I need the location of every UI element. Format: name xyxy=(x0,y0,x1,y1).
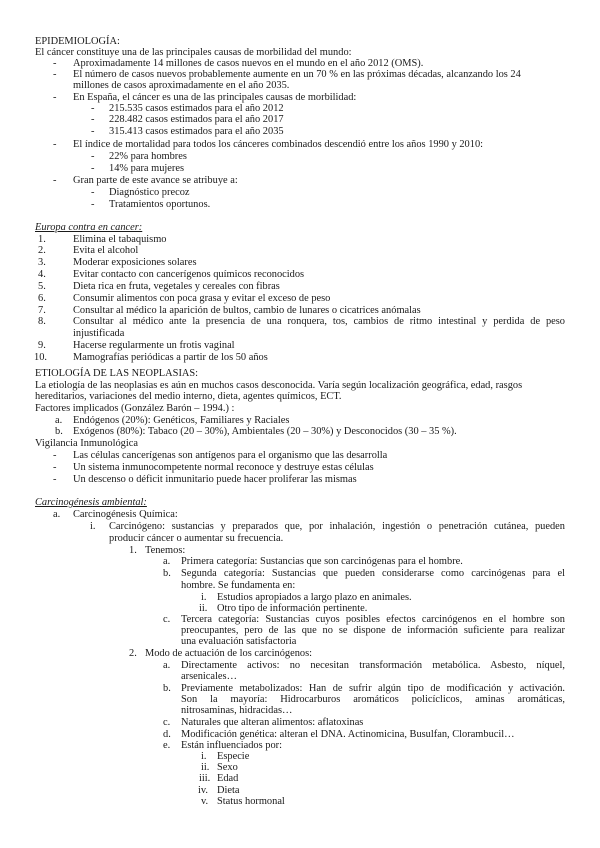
list-letter: c. xyxy=(163,717,171,728)
list-letter: d. xyxy=(163,729,171,740)
tenemos-label: Tenemos: xyxy=(145,545,186,556)
list-number: 1. xyxy=(38,234,46,245)
list-roman: iv. xyxy=(198,785,209,796)
epidemiologia-heading: EPIDEMIOLOGÍA: xyxy=(35,36,120,47)
list-letter: a. xyxy=(163,660,171,671)
list-letter: b. xyxy=(55,426,63,437)
list-number: 10. xyxy=(34,352,47,363)
etiologia-paragraph: hereditarios, variaciones del medio interno, dieta, agentes químicos, ECT. xyxy=(35,391,342,402)
list-roman: i. xyxy=(201,751,207,762)
carcinogenesis-heading: Carcinogénesis ambiental: xyxy=(35,497,147,508)
dash-bullet: - xyxy=(91,187,95,198)
epi-subitem: 315.413 casos estimados para el año 2035 xyxy=(109,126,284,137)
list-number: 8. xyxy=(38,316,46,327)
europa-item: Consultar al médico la aparición de bultos, cambio de lunares o cicatrices anómalas xyxy=(73,305,421,316)
europa-item: Consultar al médico ante la presencia de una ronquera, tos, cambios de ritmo intestinal y perdida de peso xyxy=(73,316,565,327)
list-roman: ii. xyxy=(201,762,210,773)
carcinogeno-definition: Carcinógeno: sustancias y preparados que, por inhalación, ingestión o penetración cutánea, pueden xyxy=(109,521,565,532)
dash-bullet: - xyxy=(91,199,95,210)
list-letter: a. xyxy=(55,415,63,426)
categoria-item: Segunda categoría: Sustancias que pueden considerarse como carcinógenas para el xyxy=(181,568,565,579)
epidemiologia-intro: El cáncer constituye una de las principales causas de morbilidad del mundo: xyxy=(35,47,352,58)
modo-item: Previamente metabolizados: Han de sufrir algún tipo de modificación y activación. xyxy=(181,683,565,694)
factor-item: Endógenos (20%): Genéticos, Familiares y Raciales xyxy=(73,415,290,426)
list-letter: c. xyxy=(163,614,171,625)
epi-subitem: 22% para hombres xyxy=(109,151,187,162)
modo-label: Modo de actuación de los carcinógenos: xyxy=(145,648,313,659)
dash-bullet: - xyxy=(53,92,57,103)
epi-subitem: 228.482 casos estimados para el año 2017 xyxy=(109,114,284,125)
dash-bullet: - xyxy=(91,103,95,114)
epi-item: Aproximadamente 14 millones de casos nuevos en el mundo en el año 2012 (OMS). xyxy=(73,58,424,69)
list-roman: ii. xyxy=(199,603,208,614)
dash-bullet: - xyxy=(53,139,57,150)
dash-bullet: - xyxy=(91,114,95,125)
factor-item: Exógenos (80%): Tabaco (20 – 30%), Ambientales (20 – 30%) y Desconocidos (30 – 35 %). xyxy=(73,426,457,437)
europa-item: Evitar contacto con cancerígenos químicos reconocidos xyxy=(73,269,305,280)
categoria-item: hombre. Se fundamenta en: xyxy=(181,580,296,591)
dash-bullet: - xyxy=(53,450,57,461)
etiologia-paragraph: La etiología de las neoplasias es aún en muchos casos desconocida. Varía según localización geográfica, edad, rasgos xyxy=(35,380,523,391)
europa-heading: Europa contra en cancer: xyxy=(35,222,143,233)
epi-item: El número de casos nuevos probablemente aumente en un 70 % en las próximas décadas, alcanzando los 24 xyxy=(73,69,521,80)
factores-label: Factores implicados (González Barón – 1994.) : xyxy=(35,403,235,414)
dash-bullet: - xyxy=(53,58,57,69)
europa-item: Mamografías periódicas a partir de los 50 años xyxy=(73,352,268,363)
list-roman: i. xyxy=(201,592,207,603)
fundamento-item: Estudios apropiados a largo plazo en animales. xyxy=(217,592,412,603)
list-letter: e. xyxy=(163,740,171,751)
modo-item: Directamente activos: no necesitan transformación metabólica. Asbesto, níquel, xyxy=(181,660,565,671)
europa-item: Elimina el tabaquismo xyxy=(73,234,167,245)
influenciado-item: Especie xyxy=(217,751,250,762)
epi-item: En España, el cáncer es una de las principales causas de morbilidad: xyxy=(73,92,357,103)
list-number: 2. xyxy=(38,245,46,256)
vigilancia-item: Un sistema inmunocompetente normal reconoce y destruye estas células xyxy=(73,462,374,473)
dash-bullet: - xyxy=(91,151,95,162)
dash-bullet: - xyxy=(53,69,57,80)
list-number: 4. xyxy=(38,269,46,280)
modo-item: Son la mayoría: Hidrocarburos aromáticos policíclicos, aminas aromáticas, xyxy=(181,694,565,705)
list-number: 5. xyxy=(38,281,46,292)
dash-bullet: - xyxy=(91,126,95,137)
fundamento-item: Otro tipo de información pertinente. xyxy=(217,603,368,614)
modo-item: nitrosaminas, hidracidas… xyxy=(181,705,293,716)
categoria-item: preocupantes, pero de las que no se dispone de información suficiente para realizar xyxy=(181,625,565,636)
dash-bullet: - xyxy=(91,163,95,174)
influenciado-item: Dieta xyxy=(217,785,240,796)
epi-subitem: 14% para mujeres xyxy=(109,163,185,174)
epi-subitem: Diagnóstico precoz xyxy=(109,187,190,198)
influenciado-item: Status hormonal xyxy=(217,796,285,807)
list-roman: v. xyxy=(201,796,209,807)
epi-subitem: 215.535 casos estimados para el año 2012 xyxy=(109,103,284,114)
list-roman: i. xyxy=(90,521,96,532)
list-roman: iii. xyxy=(199,773,211,784)
categoria-item: Primera categoría: Sustancias que son carcinógenas para el hombre. xyxy=(181,556,463,567)
modo-item: Modificación genética: alteran el DNA. Actinomicina, Busulfan, Clorambucil… xyxy=(181,729,515,740)
categoria-item: una evaluación satisfactoria xyxy=(181,636,297,647)
dash-bullet: - xyxy=(53,175,57,186)
carcinogenesis-quimica: Carcinogénesis Química: xyxy=(73,509,178,520)
vigilancia-label: Vigilancia Inmunológica xyxy=(35,438,138,449)
vigilancia-item: Las células cancerígenas son antígenos para el organismo que las desarrolla xyxy=(73,450,388,461)
list-number: 7. xyxy=(38,305,46,316)
europa-item: Evita el alcohol xyxy=(73,245,139,256)
etiologia-heading: ETIOLOGÍA DE LAS NEOPLASIAS: xyxy=(35,368,199,379)
list-number: 9. xyxy=(38,340,46,351)
modo-item: Están influenciados por: xyxy=(181,740,282,751)
vigilancia-item: Un descenso o déficit inmunitario puede hacer proliferar las mismas xyxy=(73,474,357,485)
carcinogeno-definition: producir cáncer o aumentar su frecuencia. xyxy=(109,533,284,544)
europa-item: Hacerse regularmente un frotis vaginal xyxy=(73,340,235,351)
europa-item: Dieta rica en fruta, vegetales y cereales con fibras xyxy=(73,281,280,292)
list-letter: b. xyxy=(163,568,171,579)
list-number: 1. xyxy=(129,545,137,556)
modo-item: arsenicales… xyxy=(181,671,237,682)
influenciado-item: Sexo xyxy=(217,762,238,773)
dash-bullet: - xyxy=(53,462,57,473)
europa-item: injustificada xyxy=(73,328,125,339)
europa-item: Consumir alimentos con poca grasa y evitar el exceso de peso xyxy=(73,293,331,304)
epi-item: Gran parte de este avance se atribuye a: xyxy=(73,175,238,186)
influenciado-item: Edad xyxy=(217,773,239,784)
epi-item: millones de casos aproximadamente en el año 2035. xyxy=(73,80,290,91)
epi-subitem: Tratamientos oportunos. xyxy=(109,199,211,210)
dash-bullet: - xyxy=(53,474,57,485)
list-letter: a. xyxy=(163,556,171,567)
categoria-item: Tercera categoría: Sustancias cuyos posibles efectos carcinógenos en el hombre son xyxy=(181,614,565,625)
list-number: 6. xyxy=(38,293,46,304)
list-number: 3. xyxy=(38,257,46,268)
modo-item: Naturales que alteran alimentos: aflatoxinas xyxy=(181,717,364,728)
epi-item: El índice de mortalidad para todos los cánceres combinados descendió entre los años 1990 y 2010: xyxy=(73,139,484,150)
list-letter: a. xyxy=(53,509,61,520)
list-number: 2. xyxy=(129,648,137,659)
list-letter: b. xyxy=(163,683,171,694)
europa-item: Moderar exposiciones solares xyxy=(73,257,197,268)
